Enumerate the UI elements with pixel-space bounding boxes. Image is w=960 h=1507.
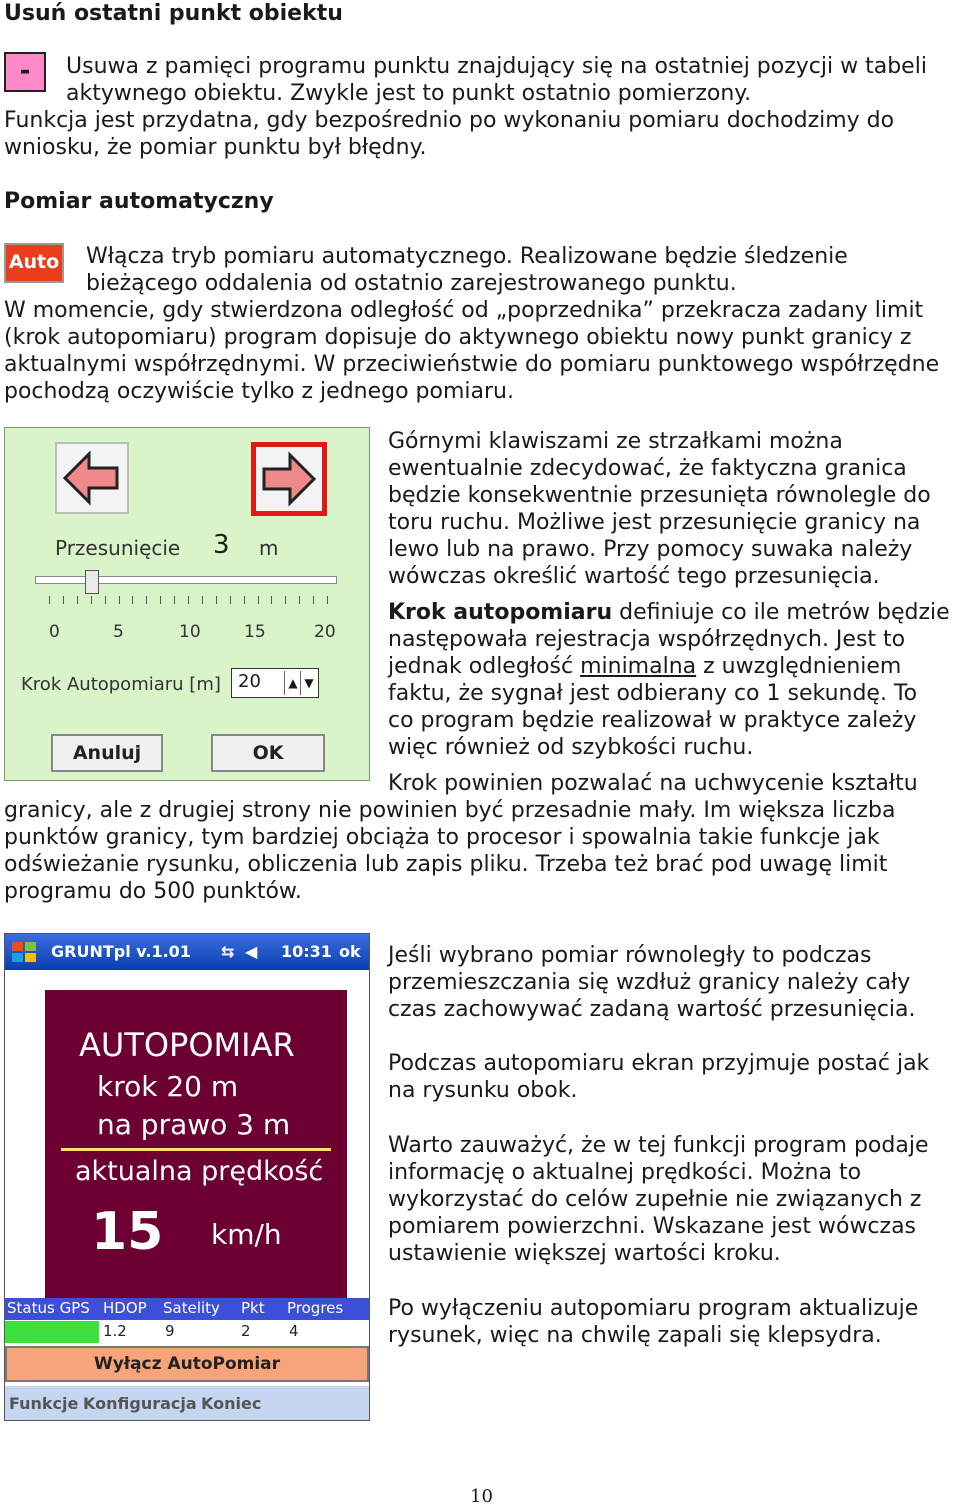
status-header: Progres xyxy=(287,1299,344,1317)
text-line: toru ruchu. Możliwe jest przesunięcie granicy na xyxy=(388,510,921,535)
menu-item-konfiguracja[interactable]: Konfiguracja xyxy=(83,1394,197,1413)
menu-item-koniec[interactable]: Koniec xyxy=(201,1394,262,1413)
slider-tick xyxy=(132,596,133,604)
text-line: programu do 500 punktów. xyxy=(4,879,302,904)
arrow-right-icon xyxy=(256,447,322,511)
app-title: GRUNTpl v.1.01 xyxy=(51,942,191,961)
autopomiar-panel xyxy=(45,990,347,1306)
slider-tick xyxy=(146,596,147,604)
text-line: faktu, że sygnał jest odbierany co 1 sekundę. To xyxy=(388,681,918,706)
shift-value: 3 xyxy=(213,530,230,560)
text-line: na rysunku obok. xyxy=(388,1078,578,1103)
text-line: wówczas określić wartość tego przesunięcia. xyxy=(388,564,880,589)
panel-side: na prawo 3 m xyxy=(97,1108,291,1141)
slider-tick xyxy=(188,596,189,604)
text-line: Podczas autopomiaru ekran przyjmuje postać jak xyxy=(388,1051,930,1076)
text-fragment: definiuje co ile metrów będzie xyxy=(612,600,950,625)
text-line: rysunek, więc na chwilę zapali się klepsydra. xyxy=(388,1323,882,1348)
panel-speed-label: aktualna prędkość xyxy=(75,1156,324,1187)
status-value: 4 xyxy=(289,1322,299,1340)
windows-start-icon[interactable] xyxy=(11,940,37,964)
connectivity-icon: ⇆ xyxy=(221,942,235,961)
text-line: lewo lub na prawo. Przy pomocy suwaka należy xyxy=(388,537,913,562)
text-line: granicy, ale z drugiej strony nie powinien być przesadnie mały. Im większa liczba xyxy=(4,798,896,823)
text-line: pochodzą oczywiście tylko z jednego pomiaru. xyxy=(4,379,514,404)
scale-label: 20 xyxy=(314,622,336,642)
scale-label: 10 xyxy=(179,622,201,642)
text-line: odświeżanie rysunku, obliczenia lub zapis pliku. Trzeba też brać pod uwagę limit xyxy=(4,852,888,877)
text-line: ewentualnie zdecydować, że faktyczna granica xyxy=(388,456,907,481)
step-label: Krok Autopomiaru [m] xyxy=(21,674,221,695)
scale-label: 15 xyxy=(244,622,266,642)
pda-menu-bar xyxy=(5,1386,369,1421)
panel-speed-value: 15 xyxy=(91,1202,164,1262)
step-up-icon[interactable]: ▲ xyxy=(284,671,301,695)
section-title-remove-point: Usuń ostatni punkt obiektu xyxy=(4,1,343,26)
text-line: Funkcja jest przydatna, gdy bezpośrednio po wykonaniu pomiaru dochodzimy do xyxy=(4,108,895,133)
panel-step: krok 20 m xyxy=(97,1070,239,1103)
text-line: W momencie, gdy stwierdzona odległość od „poprzednika” przekracza zadany limit xyxy=(4,298,924,323)
shift-left-button[interactable] xyxy=(55,442,129,514)
text-line: aktualnymi współrzędnymi. W przeciwieństwie do pomiaru punktowego współrzędne xyxy=(4,352,940,377)
text-line: pomiarem powierzchni. Wskazane jest wówczas xyxy=(388,1214,917,1239)
slider-tick xyxy=(258,596,259,604)
text-line: punktów granicy, tym bardziej obciąża to procesor i spowalnia takie funkcje jak xyxy=(4,825,880,850)
shift-right-button[interactable] xyxy=(251,442,327,516)
slider-tick xyxy=(327,596,328,604)
slider-tick xyxy=(285,596,286,604)
shift-label: Przesunięcie xyxy=(55,536,181,560)
pda-autopomiar-screen xyxy=(4,933,370,1421)
status-value: 9 xyxy=(165,1322,175,1340)
text-fragment: z uwzględnieniem xyxy=(696,654,902,679)
slider-tick xyxy=(160,596,161,604)
menu-item-funkcje[interactable]: Funkcje xyxy=(9,1394,79,1413)
slider-tick xyxy=(202,596,203,604)
step-stepper[interactable] xyxy=(231,668,319,698)
slider-tick xyxy=(271,596,272,604)
text-line: Po wyłączeniu autopomiaru program aktualizuje xyxy=(388,1296,919,1321)
status-header: Pkt xyxy=(241,1299,265,1317)
slider-tick xyxy=(91,596,92,604)
slider-tick xyxy=(105,596,106,604)
text-line: wykorzystać do celów zupełnie nie związanych z xyxy=(388,1187,922,1212)
slider-tick xyxy=(244,596,245,604)
step-down-icon[interactable]: ▼ xyxy=(300,671,317,695)
slider-tick xyxy=(49,596,50,604)
scale-label: 0 xyxy=(49,622,60,642)
remove-point-icon: - xyxy=(4,52,46,92)
text-fragment: jednak odległość xyxy=(388,654,581,679)
status-header: HDOP xyxy=(103,1299,147,1317)
status-header: Status GPS xyxy=(7,1299,90,1317)
text-line: (krok autopomiaru) program dopisuje do aktywnego obiektu nowy punkt granicy z xyxy=(4,325,912,350)
status-header: Satelity xyxy=(163,1299,220,1317)
status-value: 2 xyxy=(241,1322,251,1340)
status-value: 1.2 xyxy=(103,1322,127,1340)
text-line: Usuwa z pamięci programu punktu znajdujący się na ostatniej pozycji w tabeli xyxy=(66,54,927,79)
text-line: ustawienie większej wartości kroku. xyxy=(388,1241,781,1266)
slider-tick xyxy=(174,596,175,604)
text-line: wniosku, że pomiar punktu był błędny. xyxy=(4,135,427,160)
panel-speed-unit: km/h xyxy=(211,1218,282,1251)
step-value: 20 xyxy=(238,671,261,692)
scale-label: 5 xyxy=(113,622,124,642)
clock-time: 10:31 xyxy=(281,942,332,961)
text-line xyxy=(388,599,950,626)
slider-tick xyxy=(119,596,120,604)
volume-icon: ◀ xyxy=(245,942,258,961)
text-line: Jeśli wybrano pomiar równoległy to podczas xyxy=(388,943,872,968)
text-line: Krok powinien pozwalać na uchwycenie kształtu xyxy=(388,771,918,796)
slider-tick xyxy=(77,596,78,604)
shift-slider-thumb[interactable] xyxy=(85,570,99,594)
panel-divider xyxy=(61,1148,331,1151)
slider-tick xyxy=(230,596,231,604)
panel-heading: AUTOPOMIAR xyxy=(79,1026,295,1064)
ok-button[interactable]: OK xyxy=(211,734,325,772)
gps-status-indicator xyxy=(5,1321,99,1343)
slider-tick xyxy=(63,596,64,604)
section-title-auto-measure: Pomiar automatyczny xyxy=(4,189,274,214)
text-line: Warto zauważyć, że w tej funkcji program podaje xyxy=(388,1133,929,1158)
text-line: bieżącego oddalenia od ostatnio zarejestrowanego punktu. xyxy=(86,271,737,296)
text-line: co program będzie realizował w praktyce zależy xyxy=(388,708,917,733)
text-line: Włącza tryb pomiaru automatycznego. Realizowane będzie śledzenie xyxy=(86,244,848,269)
pda-title-bar xyxy=(5,934,369,970)
text-line: aktywnego obiektu. Zwykle jest to punkt ostatnio pomierzony. xyxy=(66,81,752,106)
text-line: Górnymi klawiszami ze strzałkami można xyxy=(388,429,843,454)
text-line: informację o aktualnej prędkości. Można to xyxy=(388,1160,862,1185)
autopomiar-settings-dialog xyxy=(4,427,370,781)
term-autopomiar-step: Krok autopomiaru xyxy=(388,600,613,625)
text-line: przemieszczania się wzdłuż granicy należy cały xyxy=(388,970,911,995)
text-line xyxy=(388,653,901,680)
shift-unit: m xyxy=(259,536,279,560)
text-line: więc również od szybkości ruchu. xyxy=(388,735,754,760)
text-line: będzie konsekwentnie przesunięta równolegle do xyxy=(388,483,931,508)
underlined-word: minimalna xyxy=(580,654,697,679)
page-number: 10 xyxy=(470,1486,493,1507)
slider-tick xyxy=(313,596,314,604)
cancel-button[interactable]: Anuluj xyxy=(51,734,163,772)
ok-title-button[interactable]: ok xyxy=(339,942,361,961)
text-line: czas zachowywać zadaną wartość przesunięcia. xyxy=(388,997,916,1022)
arrow-left-icon xyxy=(57,444,127,512)
disable-autopomiar-button[interactable]: Wyłącz AutoPomiar xyxy=(5,1346,369,1382)
slider-tick xyxy=(216,596,217,604)
text-line: następowała rejestracja współrzędnych. Jest to xyxy=(388,627,906,652)
slider-tick xyxy=(299,596,300,604)
auto-mode-icon: Auto xyxy=(4,243,64,283)
status-header-row xyxy=(5,1298,369,1320)
shift-slider-track[interactable] xyxy=(35,576,337,584)
